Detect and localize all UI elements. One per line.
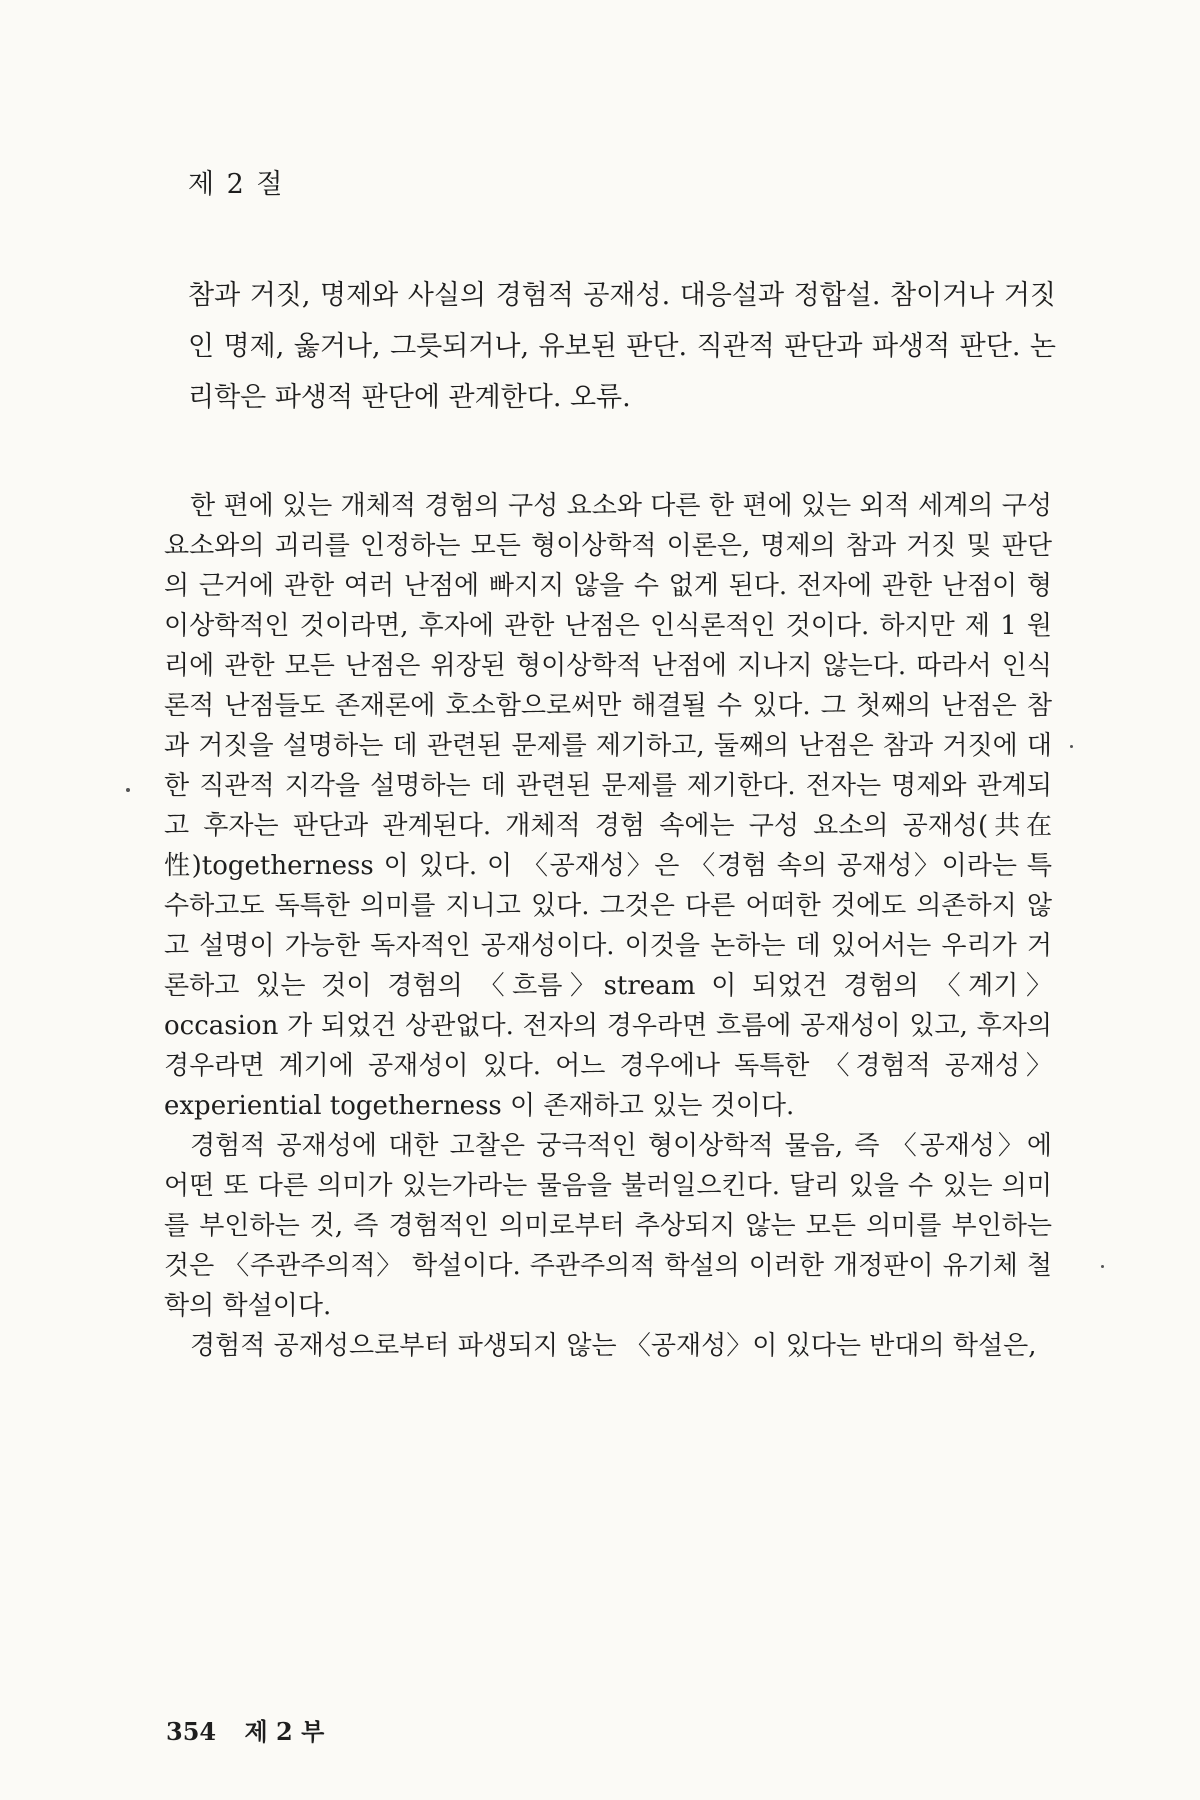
page-footer <box>166 1712 324 1747</box>
scan-speck <box>1070 745 1073 748</box>
paragraph: 한 편에 있는 개체적 경험의 구성 요소와 다른 한 편에 있는 외적 세계의 구성 요소와의 괴리를 인정하는 모든 형이상학적 이론은, 명제의 참과 거짓 및 판단의 근거에 관한 여러 난점에 빠지지 않을 수 없게 된다. 전자에 관한 난점이 형이상학적인 것이라면, 후자에 관한 난점은 인식론적인 것이다. 하지만 제 1 원리에 관한 모든 난점은 위장된 형이상학적 난점에 지나지 않는다. 따라서 인식론적 난점들도 존재론에 호소함으로써만 해결될 수 있다. 그 첫째의 난점은 참과 거짓을 설명하는 데 관련된 문제를 제기하고, 둘째의 난점은 참과 거짓에 대한 직관적 지각을 설명하는 데 관련된 문제를 제기한다. 전자는 명제와 관계되고 후자는 판단과 관계된다. 개체적 경험 속에는 구성 요소의 공재성(共在性)togetherness 이 있다. 이 〈공재성〉은 〈경험 속의 공재성〉이라는 특수하고도 독특한 의미를 지니고 있다. 그것은 다른 어떠한 것에도 의존하지 않고 설명이 가능한 독자적인 공재성이다. 이것을 논하는 데 있어서는 우리가 거론하고 있는 것이 경험의 〈흐름〉stream 이 되었건 경험의 〈계기〉occasion 가 되었건 상관없다. 전자의 경우라면 흐름에 공재성이 있고, 후자의 경우라면 계기에 공재성이 있다. 어느 경우에나 독특한 〈경험적 공재성〉experiential togetherness 이 존재하고 있는 것이다. <box>164 491 1052 1121</box>
scan-speck <box>1101 1265 1104 1268</box>
paragraph: 경험적 공재성에 대한 고찰은 궁극적인 형이상학적 물음, 즉 〈공재성〉에 어떤 또 다른 의미가 있는가라는 물음을 불러일으킨다. 달리 있을 수 있는 의미를 부인하는 것, 즉 경험적인 의미로부터 추상되지 않는 모든 의미를 부인하는 것은 〈주관주의적〉 학설이다. 주관주의적 학설의 이러한 개정판이 유기체 철학의 학설이다. <box>164 1131 1052 1321</box>
section-title: 제 2 절 <box>188 169 285 200</box>
scan-speck <box>126 788 130 792</box>
page-number: 354 <box>166 1717 217 1746</box>
paragraph: 경험적 공재성으로부터 파생되지 않는 〈공재성〉이 있다는 반대의 학설은, <box>190 1331 1037 1361</box>
part-label: 제 2 부 <box>244 1717 325 1746</box>
body-text <box>164 486 1052 1366</box>
section-summary: 참과 거짓, 명제와 사실의 경험적 공재성. 대응설과 정합설. 참이거나 거짓인 명제, 옳거나, 그릇되거나, 유보된 판단. 직관적 판단과 파생적 판단. 논리학은 파생적 판단에 관계한다. 오류. <box>188 280 1056 413</box>
